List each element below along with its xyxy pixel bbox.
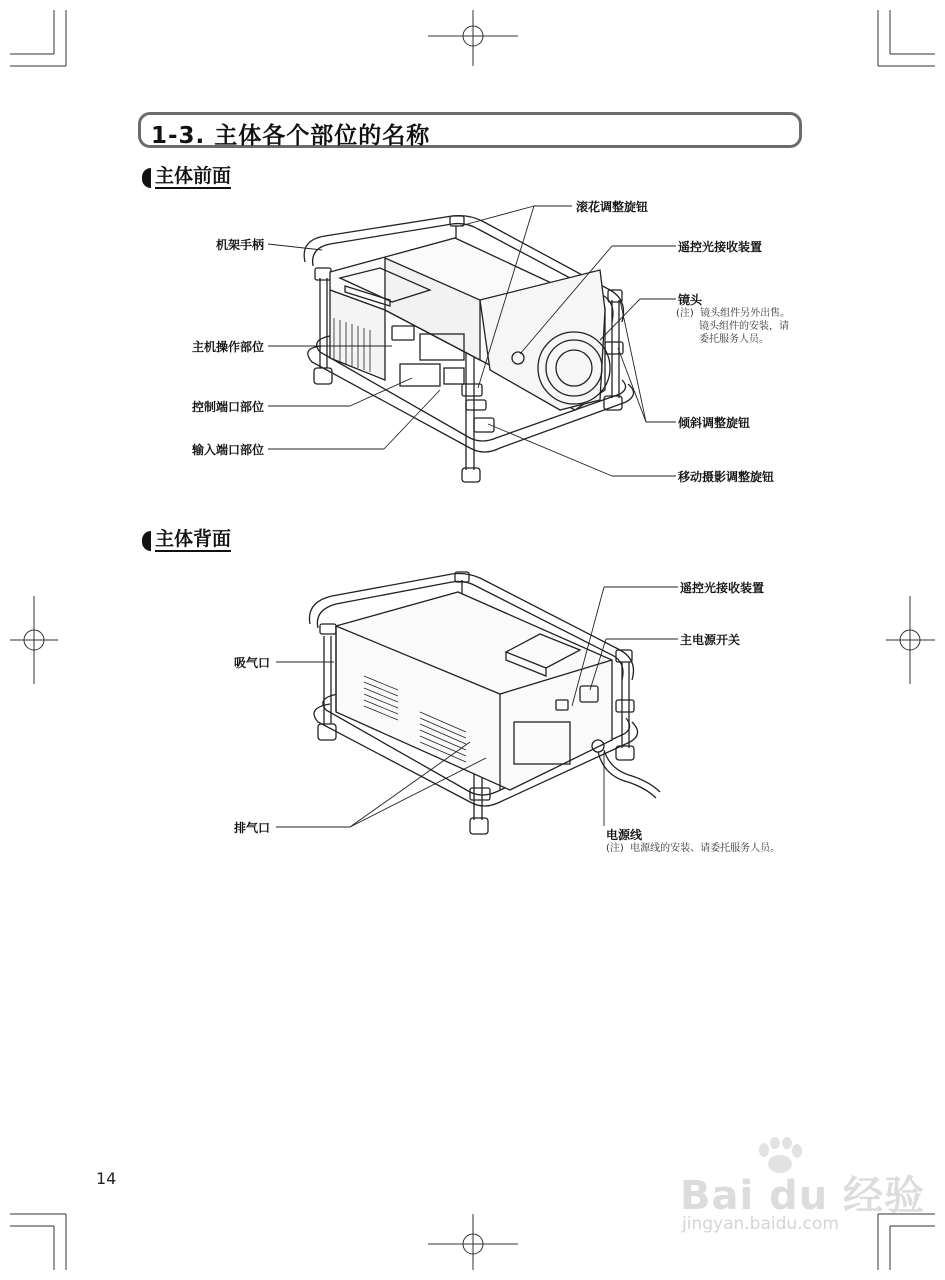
label-air-intake: 吸气口 bbox=[234, 656, 271, 670]
page-title: 1-3. 主体各个部位的名称 bbox=[151, 123, 431, 149]
label-remote-receiver-front: 遥控光接收装置 bbox=[678, 240, 763, 254]
label-main-operation: 主机操作部位 bbox=[192, 340, 265, 354]
lens-note: (注) 镜头组件另外出售。 镜头组件的安装，请 委托服务人员。 bbox=[676, 308, 791, 345]
power-cord-note: (注) 电源线的安装、请委托服务人员。 bbox=[606, 843, 781, 854]
label-knurled-knob: 滚花调整旋钮 bbox=[576, 200, 649, 214]
rear-heading: 主体背面 bbox=[142, 529, 231, 552]
label-remote-receiver-rear: 遥控光接收装置 bbox=[680, 581, 765, 595]
front-heading: 主体前面 bbox=[142, 166, 231, 189]
page-number: 14 bbox=[96, 1169, 117, 1188]
label-frame-handle: 机架手柄 bbox=[216, 238, 265, 252]
label-shift-knob: 移动摄影调整旋钮 bbox=[678, 470, 775, 484]
label-input-port: 输入端口部位 bbox=[192, 443, 265, 457]
label-main-power-switch: 主电源开关 bbox=[680, 633, 741, 647]
label-control-port: 控制端口部位 bbox=[192, 400, 265, 414]
label-power-cord: 电源线 bbox=[606, 828, 643, 842]
label-exhaust: 排气口 bbox=[234, 821, 271, 835]
label-lens: 镜头 bbox=[678, 293, 703, 307]
label-tilt-knob: 倾斜调整旋钮 bbox=[678, 416, 751, 430]
